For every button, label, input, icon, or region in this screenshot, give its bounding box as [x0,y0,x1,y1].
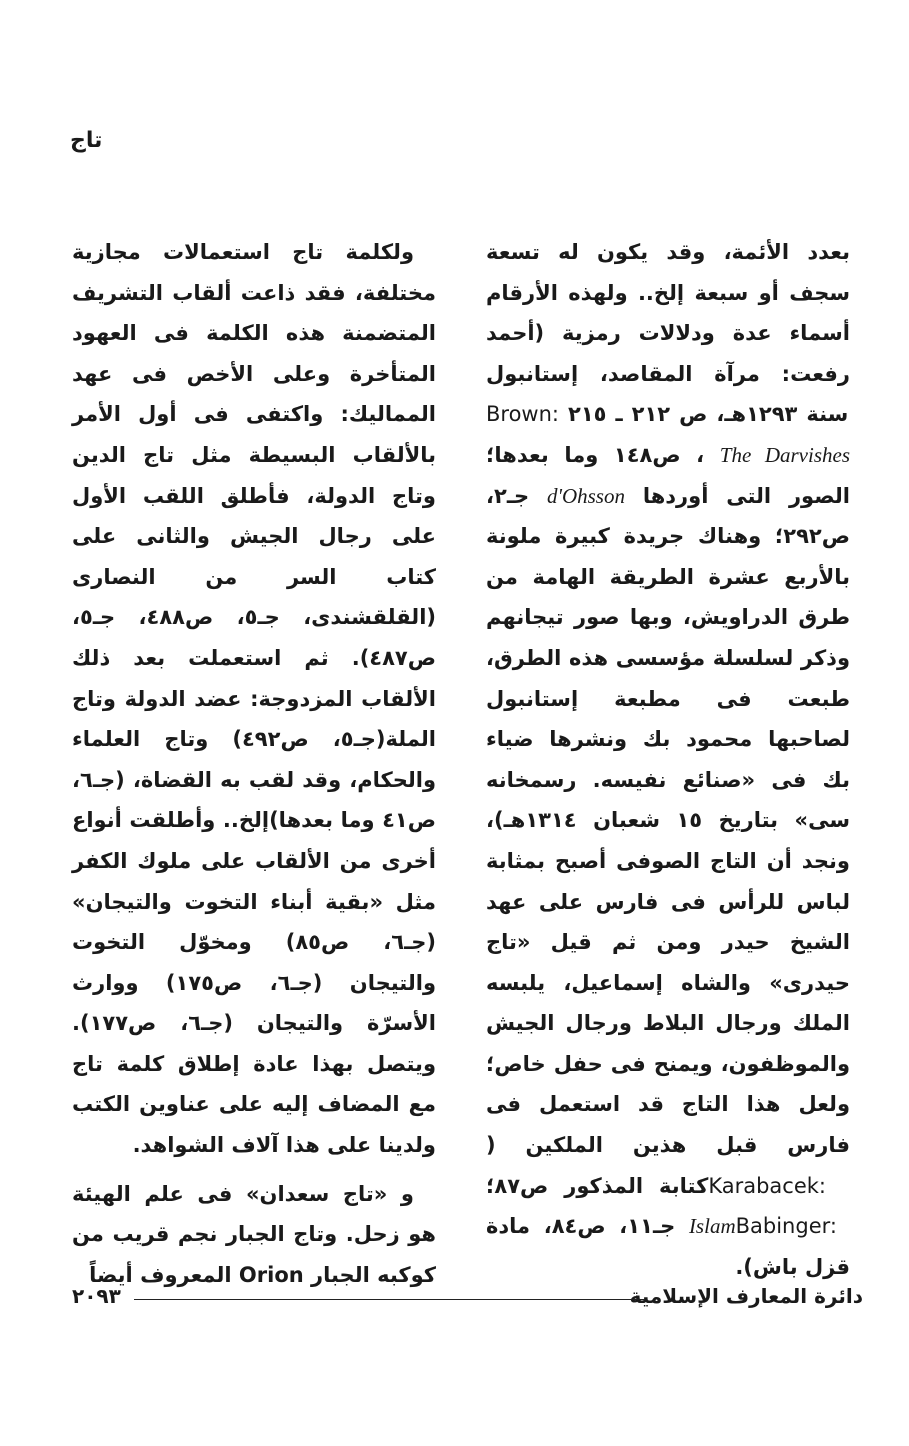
citation-title: Islam [688,1214,736,1239]
citation-author: Babinger: [735,1214,850,1239]
paragraph [486,232,850,1287]
paragraph: و «تاج سعدان» فى علم الهيئة هو زحل. وتاج الجبار نجم قريب من كوكبه الجبار Orion المعروف أيضاً [72,1181,436,1287]
text-column-left [72,232,436,1295]
page-footer [72,1284,863,1314]
text-run: بعدد الأئمة، وقد يكون له تسعة سجف أو سبعة إلخ.. ولهذه الأرقام أسماء عدة ودلالات رمزية (أحمد رفعت: مرآة المقاصد، إستانبول سنة ١٢٩٣هـ، ص ٢١٢ ـ ٢١٥ [486,240,850,427]
running-head-title: تاج [70,128,103,153]
citation-author: d'Ohsson [546,483,625,508]
text-run: جـ١١، ص٨٤، مادة قزل باش). [486,1214,850,1279]
text-run: جـ٢، ص٢٩٢؛ وهناك جريدة كبيرة ملونة بالأربع عشرة الطريقة الهامة من طرق الدراويش، وبها صور تيجانهم وذكر لسلسلة مؤسسى هذه الطرق، طبعت فى مطبعة إستانبول لصاحبها محمود بك ونشرها ضياء بك فى «صنائع نفيسه. رسمخانه سى» بتاريخ ١٥ شعبان ١٣١٤هـ)، ونجد أن التاج الصوفى أصبح بمثابة لباس للرأس فى فارس على عهد الشيخ حيدر ومن ثم قيل «تاج حيدرى» والشاه إسماعيل، يلبسه الملك ورجال البلاط ورجال الجيش والموظفون، ويمنح فى حفل خاص؛ ولعل هذا التاج قد استعمل فى فارس قبل هذين الملكين ( [486,483,850,1158]
text-run: كتابة المذكور ص٨٧؛ [486,1173,709,1198]
citation-title: The Darvishes [719,442,850,467]
citation-author: Karabacek: [708,1173,842,1198]
text-column-right [486,232,850,1287]
footer-divider [134,1299,645,1300]
publication-title: دائرة المعارف الإسلامية [629,1284,863,1308]
citation-author: Brown: [486,402,559,427]
paragraph: ولكلمة تاج استعمالات مجازية مختلفة، فقد ذاعت ألقاب التشريف المتضمنة هذه الكلمة فى العهود المتأخرة وعلى الأخص فى عهد المماليك: واكتفى فى أول الأمر بالألقاب البسيطة مثل تاج الدين وتاج الدولة، فأطلق اللقب الأول على رجال الجيش والثانى على كتاب السر من النصارى (القلقشندى، جـ٥، ص٤٨٨، جـ٥، ص٤٨٧). ثم استعملت بعد ذلك الألقاب المزدوجة: عضد الدولة وتاج الملة(جـ٥، ص٤٩٢) وتاج العلماء والحكام، وقد لقب به القضاة، (جـ٦، ص٤١ وما بعدها)إلخ.. وأطلقت أنواع أخرى من الألقاب على ملوك الكفر مثل «بقية أبناء التخوت والتيجان» (جـ٦، ص٨٥) ومخوّل التخوت والتيجان (جـ٦، ص١٧٥) ووارث الأسرّة والتيجان (جـ٦، ص١٧٧). ويتصل بهذا عادة إطلاق كلمة تاج مع المضاف إليه على عناوين الكتب ولدينا على هذا آلاف الشواهد. [72,240,437,1158]
page-number: ٢٠٩٣ [72,1284,121,1308]
text-run: ، ص١٤٨ وما بعدها؛ الصور التى أوردها [486,442,850,508]
